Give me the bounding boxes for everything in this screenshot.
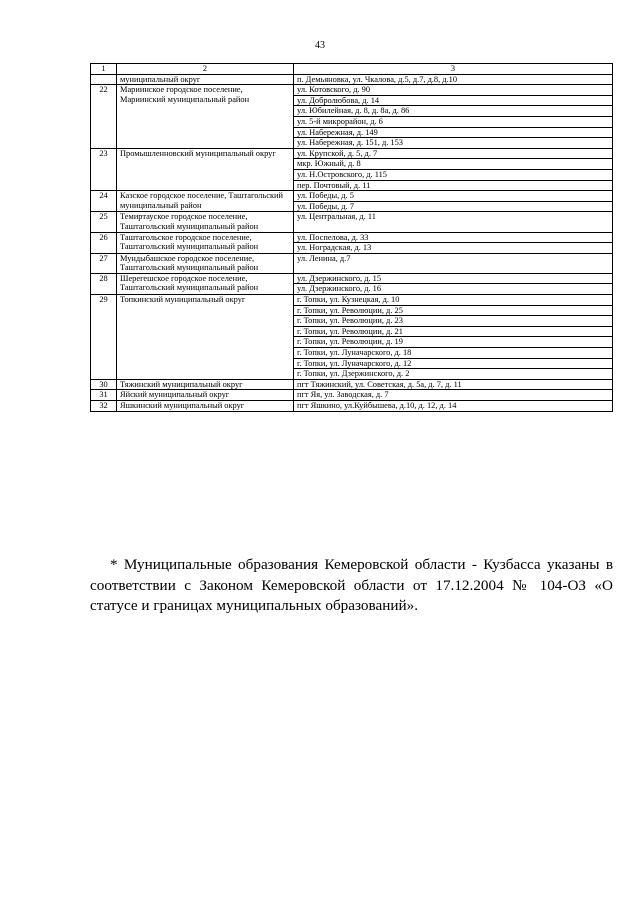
municipality-name: Промышленновский муниципальный округ (117, 148, 294, 190)
address-cell: ул. Дзержинского, д. 16 (294, 284, 613, 295)
table-row (91, 85, 613, 96)
address-cell: г. Топки, ул. Революции, д. 19 (294, 337, 613, 348)
address-cell: ул. Центральная, д. 11 (294, 212, 613, 232)
municipality-name: муниципальный округ (117, 74, 294, 85)
address-cell: ул. Дзержинского, д. 15 (294, 273, 613, 284)
address-cell: пгт Тяжинский, ул. Советская, д. 5а, д. 7, д. 11 (294, 379, 613, 390)
row-number: 29 (91, 295, 117, 380)
address-cell: ул. Набережная, д. 149 (294, 127, 613, 138)
row-number: 28 (91, 273, 117, 294)
address-cell: ул. Победы, д. 5 (294, 191, 613, 202)
table-header-row (91, 64, 613, 75)
table-row (91, 74, 613, 85)
table-row (91, 390, 613, 401)
row-number: 25 (91, 212, 117, 232)
address-cell: ул. Ленина, д.7 (294, 253, 613, 273)
table-row (91, 379, 613, 390)
address-cell: ул. Крупской, д. 5, д. 7 (294, 148, 613, 159)
address-cell: ул. Победы, д. 7 (294, 201, 613, 212)
address-cell: пгт Яшкино, ул.Куйбышева, д.10, д. 12, д. 14 (294, 401, 613, 412)
address-cell: ул. Добролюбова, д. 14 (294, 95, 613, 106)
municipality-name: Таштагольское городское поселение, Таштагольский муниципальный район (117, 232, 294, 253)
column-header: 1 (91, 64, 117, 75)
municipality-name: Казское городское поселение, Таштагольский муниципальный район (117, 191, 294, 212)
address-cell: г. Топки, ул. Революции, д. 25 (294, 305, 613, 316)
footnote: * Муниципальные образования Кемеровской области - Кузбасса указаны в соответствии с Законом Кемеровской области от 17.12.2004 № 104-ОЗ «О статусе и границах муниципальных образований». (90, 556, 613, 614)
address-cell: г. Топки, ул. Дзержинского, д. 2 (294, 369, 613, 380)
row-number: 27 (91, 253, 117, 273)
column-header: 3 (294, 64, 613, 75)
table-row (91, 212, 613, 232)
row-number: 32 (91, 401, 117, 412)
address-cell: г. Топки, ул. Луначарского, д. 12 (294, 358, 613, 369)
address-cell: пгт Яя, ул. Заводская, д. 7 (294, 390, 613, 401)
table-row (91, 232, 613, 243)
municipality-name: Темиртауское городское поселение, Таштагольский муниципальный район (117, 212, 294, 232)
address-cell: ул. Поспелова, д. 33 (294, 232, 613, 243)
address-cell: п. Демьяновка, ул. Чкалова, д.5, д.7, д.8, д.10 (294, 74, 613, 85)
table-row (91, 295, 613, 306)
row-number: 24 (91, 191, 117, 212)
address-cell: г. Топки, ул. Луначарского, д. 18 (294, 348, 613, 359)
municipality-name: Топкинский муниципальный округ (117, 295, 294, 380)
row-number (91, 74, 117, 85)
table-row (91, 191, 613, 202)
municipality-name: Яшкинский муниципальный округ (117, 401, 294, 412)
row-number: 30 (91, 379, 117, 390)
address-cell: ул. Н.Островского, д. 115 (294, 169, 613, 180)
address-cell: ул. Котовского, д. 90 (294, 85, 613, 96)
municipality-name: Тяжинский муниципальный округ (117, 379, 294, 390)
municipality-name: Мариинское городское поселение, Мариинский муниципальный район (117, 85, 294, 149)
table-row (91, 148, 613, 159)
address-cell: г. Топки, ул. Революции, д. 23 (294, 316, 613, 327)
address-cell: г. Топки, ул. Революции, д. 21 (294, 326, 613, 337)
address-cell: ул. Юбилейная, д. 8, д. 8а, д. 86 (294, 106, 613, 117)
address-cell: ул. Набережная, д. 151, д. 153 (294, 138, 613, 149)
address-cell: пер. Почтовый, д. 11 (294, 180, 613, 191)
table-row (91, 273, 613, 284)
address-cell: ул. 5-й микрорайон, д. 6 (294, 116, 613, 127)
row-number: 26 (91, 232, 117, 253)
address-cell: мкр. Южный, д. 8 (294, 159, 613, 170)
address-cell: г. Топки, ул. Кузнецкая, д. 10 (294, 295, 613, 306)
column-header: 2 (117, 64, 294, 75)
municipality-name: Яйский муниципальный округ (117, 390, 294, 401)
address-table (90, 63, 613, 412)
row-number: 22 (91, 85, 117, 149)
address-cell: ул. Ноградская, д. 13 (294, 243, 613, 254)
municipality-name: Мундыбашское городское поселение, Таштагольский муниципальный район (117, 253, 294, 273)
row-number: 31 (91, 390, 117, 401)
table-row (91, 401, 613, 412)
row-number: 23 (91, 148, 117, 190)
table-row (91, 253, 613, 273)
municipality-name: Шерегешское городское поселение, Таштагольский муниципальный район (117, 273, 294, 294)
page-number: 43 (315, 40, 325, 51)
